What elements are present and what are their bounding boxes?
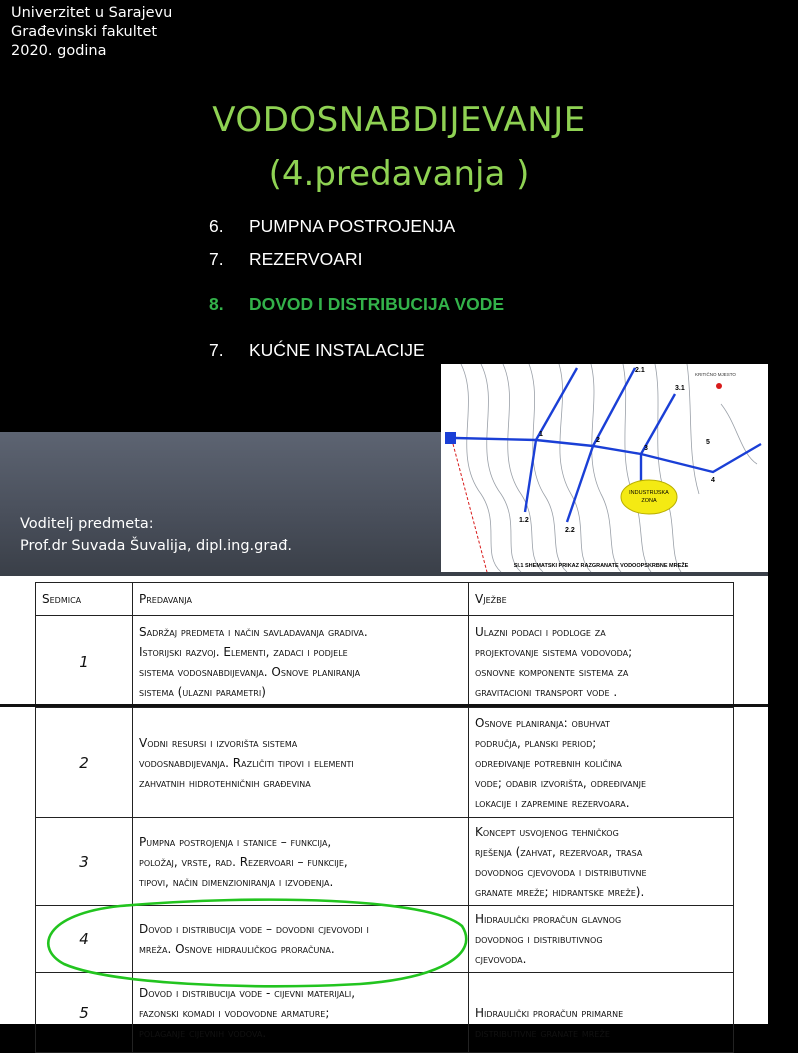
academic-year: 2020. godina	[11, 43, 107, 59]
lecturer-name: Prof.dr Suvada Šuvalija, dipl.ing.građ.	[20, 538, 293, 554]
faculty-name: Građevinski fakultet	[11, 24, 158, 40]
column-header-exercises: Vježbe	[469, 583, 734, 616]
cell-line: Hidraulički proračun primarne	[475, 1005, 624, 1020]
lecturer-label: Voditelj predmeta:	[20, 516, 154, 532]
cell-line: polaganje cijevnih vodova.	[139, 1025, 267, 1040]
reservoir-marker	[445, 432, 456, 444]
week-number: 2	[36, 708, 133, 818]
cell-line: vode; odabir izvorišta, određivanje	[475, 775, 647, 790]
column-header-lectures: Predavanja	[133, 583, 469, 616]
critical-point-label: KRITIČNO MJESTO	[695, 372, 736, 377]
cell-line: dovodnog i distributivnog	[475, 932, 603, 946]
topic-item-distribution	[209, 294, 504, 315]
slide-subtitle: (4.predavanja )	[268, 154, 530, 194]
node-label: 3.1	[675, 385, 685, 392]
topic-label: PUMPNA POSTROJENJA	[249, 216, 456, 236]
topic-item-pumps	[209, 216, 455, 237]
cell-line: Osnove planiranja: obuhvat	[475, 715, 610, 730]
network-schematic	[441, 364, 768, 572]
cell-line: Dovod i distribucija vode - cijevni materijali,	[139, 985, 356, 1000]
schedule-table	[35, 582, 734, 1053]
university-name: Univerzitet u Sarajevu	[11, 5, 173, 21]
university-header	[11, 4, 172, 61]
topic-number: 7.	[209, 249, 224, 269]
week-number: 1	[36, 616, 133, 708]
lecturer-block	[20, 513, 292, 557]
exercise-cell	[469, 973, 734, 1053]
schedule-page	[0, 576, 768, 1040]
topic-item-installations	[209, 340, 425, 361]
critical-point-marker	[716, 383, 722, 389]
node-label: 2.2	[565, 527, 575, 534]
column-header-week: Sedmica	[36, 583, 133, 616]
table-row	[36, 818, 734, 906]
table-row	[36, 973, 734, 1053]
cell-line: sistema vodosnabdijevanja. Osnove planiranja	[139, 664, 361, 679]
table-row	[36, 906, 734, 973]
lecture-cell	[133, 906, 469, 973]
node-label: 5	[706, 439, 710, 446]
exercise-cell	[469, 818, 734, 906]
cell-line: zahvatnih hidrotehničnih građevina	[139, 775, 311, 790]
lecture-cell	[133, 818, 469, 906]
cell-line: lokacije i zapremine rezervoara.	[475, 795, 630, 810]
slide-title: VODOSNABDIJEVANJE	[212, 100, 586, 140]
pipe-network	[455, 368, 761, 522]
cell-line: mreža. Osnove hidrauličkog proračuna.	[139, 942, 335, 956]
zone-label-line1: INDUSTRIJSKA	[629, 490, 669, 496]
table-row	[36, 616, 734, 708]
lecture-cell	[133, 708, 469, 818]
cell-line: Hidraulički proračun glavnog	[475, 912, 622, 926]
cell-line: granate mreže; hidrantske mreže).	[475, 884, 645, 899]
lecture-cell	[133, 616, 469, 708]
topic-label: DOVOD I DISTRIBUCIJA VODE	[249, 294, 505, 314]
cell-line: Koncept usvojenog tehničkog	[475, 824, 619, 839]
node-label: 3	[644, 445, 648, 452]
cell-line: vodosnabdijevanja. Različiti tipovi i elementi	[139, 755, 354, 770]
node-label: 1.2	[519, 517, 529, 524]
map-caption: Sl.1 SHEMATSKI PRIKAZ RAZGRANATE VODOOPSKRBNE MREŽE	[513, 563, 689, 569]
topic-number: 7.	[209, 340, 224, 360]
topic-label: REZERVOARI	[249, 249, 363, 269]
cell-line: fazonski komadi i vodovodne armature;	[139, 1005, 330, 1020]
exercise-cell	[469, 708, 734, 818]
cell-line: Dovod i distribucija vode – dovodni cjevovodi i	[139, 922, 369, 936]
exercise-cell	[469, 906, 734, 973]
topic-number: 8.	[209, 294, 224, 314]
lecture-cell	[133, 973, 469, 1053]
cell-line: Ulazni podaci i podloge za	[475, 624, 606, 639]
cell-line: određivanje potrebnih količina	[475, 755, 622, 770]
topic-number: 6.	[209, 216, 224, 236]
zone-label-line2: ZONA	[641, 498, 657, 504]
network-schematic-drawing	[441, 364, 768, 572]
cell-line: Sadržaj predmeta i način savladavanja gradiva.	[139, 624, 368, 639]
cell-line: cjevovoda.	[475, 952, 527, 966]
cell-line: rješenja (zahvat, rezervoar, trasa	[475, 844, 643, 859]
contour-lines	[461, 364, 757, 572]
feed-line	[453, 444, 487, 572]
node-label: 2.1	[635, 367, 645, 374]
scan-divider-line	[0, 704, 768, 707]
industrial-zone	[621, 480, 677, 514]
table-row	[36, 708, 734, 818]
week-number: 4	[36, 906, 133, 973]
cell-line: Istorijski razvoj. Elementi, zadaci i podjele	[139, 644, 348, 659]
table-header-row	[36, 583, 734, 616]
cell-line: Vodni resursi i izvorišta sistema	[139, 735, 298, 750]
topic-label: KUĆNE INSTALACIJE	[249, 340, 425, 360]
cell-line: područja, planski period;	[475, 735, 597, 750]
topic-item-reservoirs	[209, 249, 362, 270]
cell-line: sistema (ulazni parametri)	[139, 684, 266, 699]
node-label: 4	[711, 477, 715, 484]
cell-line	[475, 983, 727, 1003]
week-number: 5	[36, 973, 133, 1053]
exercise-cell	[469, 616, 734, 708]
node-label: 2	[596, 437, 600, 444]
cell-line: dovodnog cjevovoda i distributivne	[475, 864, 647, 879]
cell-line: osnovne komponente sistema za	[475, 664, 629, 679]
cell-line: Pumpna postrojenja i stanice – funkcija,	[139, 834, 332, 849]
cell-line: gravitacioni transport vode .	[475, 684, 618, 699]
cell-line: položaj, vrste, rad. Rezervoari – funkcije,	[139, 854, 348, 869]
cell-line: tipovi, način dimenzioniranja i izvođenja.	[139, 874, 334, 889]
node-label: 1	[539, 431, 543, 438]
week-number: 3	[36, 818, 133, 906]
cell-line: projektovanje sistema vodovoda;	[475, 644, 633, 659]
cell-line: distributivne granate mreže	[475, 1025, 610, 1040]
